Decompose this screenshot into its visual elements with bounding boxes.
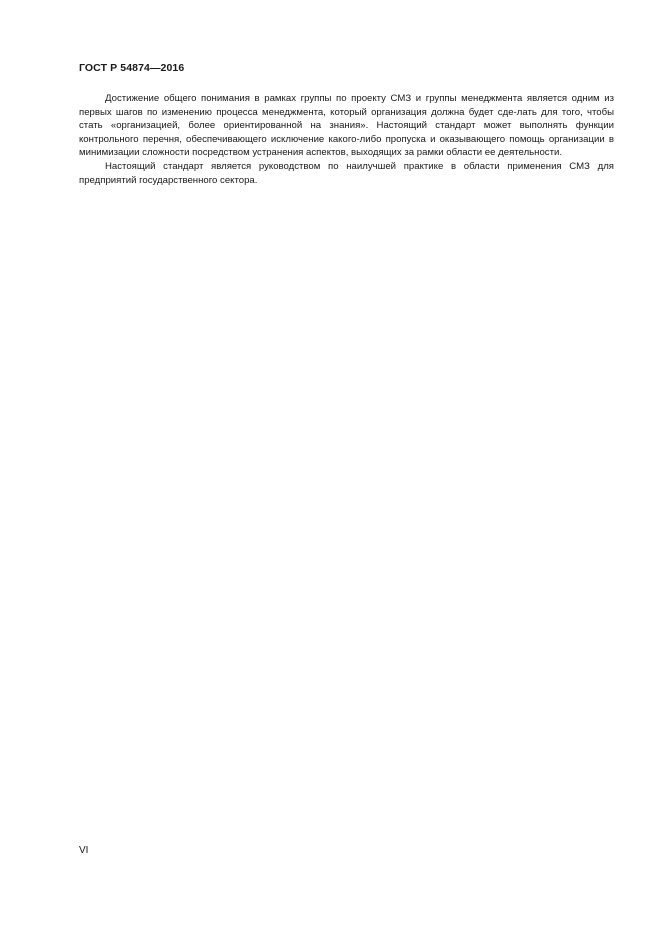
page-number: VI <box>79 845 89 856</box>
paragraph: Настоящий стандарт является руководством по наилучшей практике в области применения СМЗ для предприятий государственного сектора. <box>79 160 614 186</box>
document-body <box>79 92 614 187</box>
document-header: ГОСТ Р 54874—2016 <box>79 62 185 74</box>
paragraph: Достижение общего понимания в рамках группы по проекту СМЗ и группы менеджмента является одним из первых шагов по изменению процесса менеджмента, который организация должна будет сде-лать для того, чтобы стать «организацией, более ориентированной на знания». Настоящий стандарт может выполнять функции контрольного перечня, обеспечивающего исключение какого-либо пропуска и оказывающего помощь организации в минимизации сложности посредством устранения аспектов, выходящих за рамки области ее деятельности. <box>79 93 614 159</box>
